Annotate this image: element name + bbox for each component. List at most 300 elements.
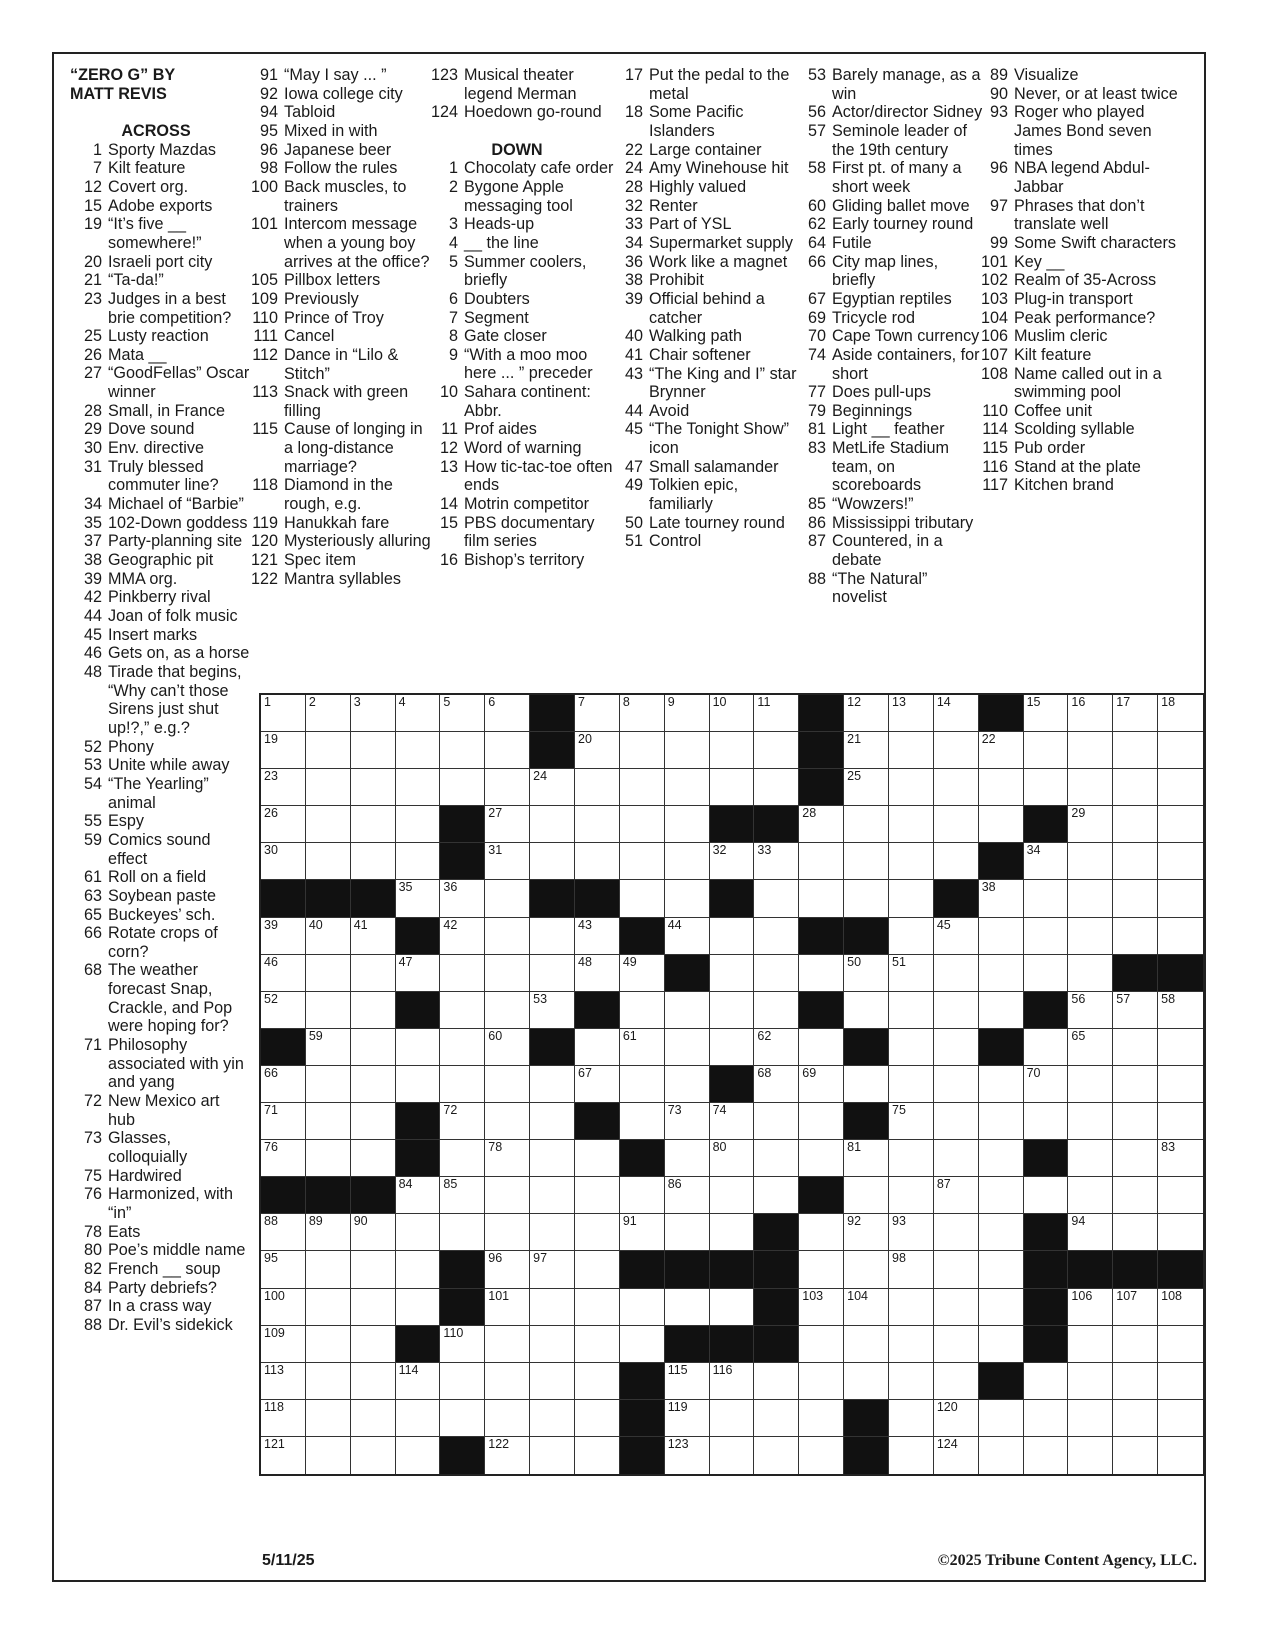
grid-square[interactable] — [934, 1437, 979, 1474]
grid-square[interactable] — [1068, 843, 1113, 880]
grid-square[interactable] — [889, 880, 934, 917]
grid-square[interactable] — [665, 1363, 710, 1400]
across-clue[interactable] — [70, 588, 250, 607]
grid-square[interactable] — [1113, 1140, 1158, 1177]
down-clue[interactable] — [611, 365, 801, 402]
down-clue[interactable] — [611, 197, 801, 216]
down-clue[interactable] — [611, 327, 801, 346]
grid-square[interactable] — [710, 1437, 755, 1474]
grid-square[interactable] — [261, 1289, 306, 1326]
down-clue[interactable] — [976, 66, 1186, 85]
grid-square[interactable] — [889, 1177, 934, 1214]
grid-square[interactable] — [1158, 1214, 1203, 1251]
grid-square[interactable] — [530, 1066, 575, 1103]
grid-square[interactable] — [1068, 1437, 1113, 1474]
down-clue[interactable] — [976, 402, 1186, 421]
grid-square[interactable] — [261, 732, 306, 769]
grid-square[interactable] — [261, 918, 306, 955]
down-clue[interactable] — [976, 346, 1186, 365]
grid-square[interactable] — [665, 1066, 710, 1103]
grid-square[interactable] — [754, 843, 799, 880]
grid-square[interactable] — [396, 1400, 441, 1437]
grid-square[interactable] — [1024, 880, 1069, 917]
grid-square[interactable] — [351, 1066, 396, 1103]
grid-square[interactable] — [485, 918, 530, 955]
grid-square[interactable] — [261, 992, 306, 1029]
across-clue[interactable] — [246, 122, 434, 141]
down-clue[interactable] — [611, 141, 801, 160]
grid-square[interactable] — [261, 1066, 306, 1103]
grid-square[interactable] — [530, 955, 575, 992]
grid-square[interactable] — [620, 1326, 665, 1363]
grid-square[interactable] — [934, 843, 979, 880]
grid-square[interactable] — [754, 1363, 799, 1400]
grid-square[interactable] — [665, 918, 710, 955]
grid-square[interactable] — [754, 918, 799, 955]
grid-square[interactable] — [261, 1363, 306, 1400]
grid-square[interactable] — [1068, 1326, 1113, 1363]
grid-square[interactable] — [485, 1066, 530, 1103]
grid-square[interactable] — [710, 695, 755, 732]
grid-square[interactable] — [485, 769, 530, 806]
across-clue[interactable] — [246, 85, 434, 104]
grid-square[interactable] — [979, 1326, 1024, 1363]
down-clue[interactable] — [976, 476, 1186, 495]
grid-square[interactable] — [1158, 1103, 1203, 1140]
grid-square[interactable] — [530, 1326, 575, 1363]
grid-square[interactable] — [306, 769, 351, 806]
grid-square[interactable] — [620, 843, 665, 880]
grid-square[interactable] — [710, 1029, 755, 1066]
grid-square[interactable] — [1068, 732, 1113, 769]
grid-square[interactable] — [1158, 769, 1203, 806]
across-clue[interactable] — [246, 271, 434, 290]
grid-square[interactable] — [934, 1103, 979, 1140]
down-clue[interactable] — [611, 178, 801, 197]
down-clue[interactable] — [794, 103, 984, 122]
grid-square[interactable] — [1158, 806, 1203, 843]
down-clue[interactable] — [611, 532, 801, 551]
grid-square[interactable] — [485, 1289, 530, 1326]
grid-square[interactable] — [1068, 1029, 1113, 1066]
grid-square[interactable] — [440, 880, 485, 917]
grid-square[interactable] — [440, 1103, 485, 1140]
grid-square[interactable] — [799, 1400, 844, 1437]
grid-square[interactable] — [1158, 732, 1203, 769]
grid-square[interactable] — [485, 1400, 530, 1437]
across-clue[interactable] — [70, 1036, 250, 1092]
grid-square[interactable] — [575, 1400, 620, 1437]
grid-square[interactable] — [1024, 1437, 1069, 1474]
down-clue[interactable] — [976, 439, 1186, 458]
across-clue[interactable] — [246, 551, 434, 570]
grid-square[interactable] — [351, 918, 396, 955]
grid-square[interactable] — [889, 1029, 934, 1066]
grid-square[interactable] — [306, 1326, 351, 1363]
grid-square[interactable] — [620, 695, 665, 732]
grid-square[interactable] — [620, 1177, 665, 1214]
across-clue[interactable] — [70, 1297, 250, 1316]
grid-square[interactable] — [844, 1289, 889, 1326]
down-clue[interactable] — [426, 495, 616, 514]
grid-square[interactable] — [799, 1289, 844, 1326]
grid-square[interactable] — [934, 732, 979, 769]
grid-square[interactable] — [1113, 806, 1158, 843]
grid-square[interactable] — [799, 1214, 844, 1251]
across-clue[interactable] — [70, 346, 250, 365]
grid-square[interactable] — [575, 695, 620, 732]
grid-square[interactable] — [620, 806, 665, 843]
grid-square[interactable] — [351, 806, 396, 843]
grid-square[interactable] — [1158, 1066, 1203, 1103]
down-clue[interactable] — [976, 309, 1186, 328]
grid-square[interactable] — [889, 695, 934, 732]
down-clue[interactable] — [426, 458, 616, 495]
grid-square[interactable] — [306, 1029, 351, 1066]
down-clue[interactable] — [976, 290, 1186, 309]
grid-square[interactable] — [934, 955, 979, 992]
grid-square[interactable] — [1024, 1400, 1069, 1437]
grid-square[interactable] — [261, 843, 306, 880]
grid-square[interactable] — [844, 1251, 889, 1288]
across-clue[interactable] — [70, 1129, 250, 1166]
grid-square[interactable] — [1158, 1400, 1203, 1437]
across-clue[interactable] — [70, 1092, 250, 1129]
grid-square[interactable] — [530, 1103, 575, 1140]
grid-square[interactable] — [844, 1214, 889, 1251]
grid-square[interactable] — [934, 769, 979, 806]
down-clue[interactable] — [426, 346, 616, 383]
grid-square[interactable] — [1113, 769, 1158, 806]
grid-square[interactable] — [351, 1103, 396, 1140]
grid-square[interactable] — [799, 806, 844, 843]
across-clue[interactable] — [246, 476, 434, 513]
across-clue[interactable] — [70, 458, 250, 495]
grid-square[interactable] — [754, 1140, 799, 1177]
down-clue[interactable] — [426, 178, 616, 215]
grid-square[interactable] — [799, 1029, 844, 1066]
grid-square[interactable] — [351, 1400, 396, 1437]
grid-square[interactable] — [710, 1177, 755, 1214]
grid-square[interactable] — [844, 955, 889, 992]
across-clue[interactable] — [70, 1279, 250, 1298]
across-clue[interactable] — [70, 159, 250, 178]
across-clue[interactable] — [70, 141, 250, 160]
grid-square[interactable] — [351, 955, 396, 992]
grid-square[interactable] — [889, 732, 934, 769]
grid-square[interactable] — [979, 1437, 1024, 1474]
grid-square[interactable] — [889, 1289, 934, 1326]
grid-square[interactable] — [396, 1214, 441, 1251]
down-clue[interactable] — [794, 253, 984, 290]
grid-square[interactable] — [1024, 695, 1069, 732]
down-clue[interactable] — [794, 309, 984, 328]
grid-square[interactable] — [979, 1177, 1024, 1214]
grid-square[interactable] — [620, 769, 665, 806]
across-clue[interactable] — [70, 514, 250, 533]
across-clue[interactable] — [70, 271, 250, 290]
grid-square[interactable] — [261, 955, 306, 992]
grid-square[interactable] — [844, 1177, 889, 1214]
grid-square[interactable] — [754, 955, 799, 992]
grid-square[interactable] — [844, 1363, 889, 1400]
grid-square[interactable] — [754, 1029, 799, 1066]
across-clue[interactable] — [246, 290, 434, 309]
grid-square[interactable] — [979, 1251, 1024, 1288]
grid-square[interactable] — [934, 1177, 979, 1214]
across-clue[interactable] — [70, 906, 250, 925]
grid-square[interactable] — [620, 955, 665, 992]
grid-square[interactable] — [844, 843, 889, 880]
grid-square[interactable] — [1024, 955, 1069, 992]
grid-square[interactable] — [889, 769, 934, 806]
down-clue[interactable] — [794, 215, 984, 234]
grid-square[interactable] — [799, 843, 844, 880]
grid-square[interactable] — [1024, 843, 1069, 880]
grid-square[interactable] — [754, 1103, 799, 1140]
grid-square[interactable] — [306, 1363, 351, 1400]
grid-square[interactable] — [1158, 1177, 1203, 1214]
grid-square[interactable] — [396, 1177, 441, 1214]
down-clue[interactable] — [611, 420, 801, 457]
grid-square[interactable] — [306, 1289, 351, 1326]
grid-square[interactable] — [665, 1400, 710, 1437]
grid-square[interactable] — [396, 880, 441, 917]
grid-square[interactable] — [1068, 1289, 1113, 1326]
grid-square[interactable] — [306, 1140, 351, 1177]
grid-square[interactable] — [306, 918, 351, 955]
grid-square[interactable] — [306, 955, 351, 992]
grid-square[interactable] — [1024, 1066, 1069, 1103]
grid-square[interactable] — [979, 880, 1024, 917]
grid-square[interactable] — [351, 1029, 396, 1066]
down-clue[interactable] — [611, 290, 801, 327]
grid-square[interactable] — [530, 806, 575, 843]
grid-square[interactable] — [889, 1326, 934, 1363]
grid-square[interactable] — [844, 1140, 889, 1177]
grid-square[interactable] — [530, 1437, 575, 1474]
across-clue[interactable] — [70, 327, 250, 346]
grid-square[interactable] — [665, 1437, 710, 1474]
grid-square[interactable] — [889, 1066, 934, 1103]
down-clue[interactable] — [976, 85, 1186, 104]
grid-square[interactable] — [1068, 806, 1113, 843]
grid-square[interactable] — [485, 843, 530, 880]
grid-square[interactable] — [934, 695, 979, 732]
down-clue[interactable] — [611, 234, 801, 253]
grid-square[interactable] — [440, 1140, 485, 1177]
grid-square[interactable] — [889, 1140, 934, 1177]
grid-square[interactable] — [440, 1177, 485, 1214]
grid-square[interactable] — [889, 843, 934, 880]
grid-square[interactable] — [530, 843, 575, 880]
down-clue[interactable] — [426, 439, 616, 458]
grid-square[interactable] — [665, 1140, 710, 1177]
grid-square[interactable] — [1068, 880, 1113, 917]
across-clue[interactable] — [70, 738, 250, 757]
across-clue[interactable] — [70, 924, 250, 961]
grid-square[interactable] — [396, 695, 441, 732]
grid-square[interactable] — [306, 992, 351, 1029]
across-clue[interactable] — [70, 663, 250, 738]
grid-square[interactable] — [440, 1066, 485, 1103]
down-clue[interactable] — [611, 514, 801, 533]
across-clue[interactable] — [246, 309, 434, 328]
grid-square[interactable] — [934, 1066, 979, 1103]
grid-square[interactable] — [575, 1140, 620, 1177]
grid-square[interactable] — [396, 955, 441, 992]
grid-square[interactable] — [1068, 1140, 1113, 1177]
grid-square[interactable] — [485, 992, 530, 1029]
grid-square[interactable] — [1158, 1363, 1203, 1400]
grid-square[interactable] — [351, 1251, 396, 1288]
grid-square[interactable] — [1113, 1066, 1158, 1103]
grid-square[interactable] — [530, 769, 575, 806]
grid-square[interactable] — [799, 1251, 844, 1288]
grid-square[interactable] — [351, 1363, 396, 1400]
grid-square[interactable] — [1158, 880, 1203, 917]
grid-square[interactable] — [575, 1214, 620, 1251]
grid-square[interactable] — [575, 1177, 620, 1214]
grid-square[interactable] — [396, 1251, 441, 1288]
grid-square[interactable] — [440, 732, 485, 769]
down-clue[interactable] — [611, 346, 801, 365]
grid-square[interactable] — [351, 1214, 396, 1251]
grid-square[interactable] — [1024, 1103, 1069, 1140]
grid-square[interactable] — [575, 1326, 620, 1363]
grid-square[interactable] — [1113, 695, 1158, 732]
grid-square[interactable] — [979, 1140, 1024, 1177]
crossword-grid[interactable] — [259, 693, 1205, 1476]
grid-square[interactable] — [575, 1251, 620, 1288]
grid-square[interactable] — [485, 1029, 530, 1066]
down-clue[interactable] — [794, 197, 984, 216]
grid-square[interactable] — [889, 1363, 934, 1400]
grid-square[interactable] — [396, 1029, 441, 1066]
grid-square[interactable] — [440, 992, 485, 1029]
grid-square[interactable] — [1158, 918, 1203, 955]
grid-square[interactable] — [261, 1214, 306, 1251]
grid-square[interactable] — [934, 992, 979, 1029]
grid-square[interactable] — [1024, 918, 1069, 955]
down-clue[interactable] — [426, 327, 616, 346]
grid-square[interactable] — [485, 1103, 530, 1140]
grid-square[interactable] — [485, 1251, 530, 1288]
grid-square[interactable] — [575, 1066, 620, 1103]
across-clue[interactable] — [70, 439, 250, 458]
grid-square[interactable] — [261, 1400, 306, 1437]
across-clue[interactable] — [70, 290, 250, 327]
grid-square[interactable] — [575, 918, 620, 955]
grid-square[interactable] — [575, 1029, 620, 1066]
grid-square[interactable] — [1113, 1289, 1158, 1326]
across-clue[interactable] — [70, 831, 250, 868]
grid-square[interactable] — [1158, 1140, 1203, 1177]
grid-square[interactable] — [351, 769, 396, 806]
across-clue[interactable] — [70, 887, 250, 906]
grid-square[interactable] — [710, 992, 755, 1029]
grid-square[interactable] — [396, 1363, 441, 1400]
grid-square[interactable] — [485, 732, 530, 769]
grid-square[interactable] — [396, 843, 441, 880]
grid-square[interactable] — [844, 769, 889, 806]
down-clue[interactable] — [794, 159, 984, 196]
down-clue[interactable] — [794, 495, 984, 514]
down-clue[interactable] — [426, 215, 616, 234]
grid-square[interactable] — [710, 1214, 755, 1251]
grid-square[interactable] — [754, 769, 799, 806]
down-clue[interactable] — [794, 66, 984, 103]
grid-square[interactable] — [440, 1029, 485, 1066]
grid-square[interactable] — [710, 843, 755, 880]
across-clue[interactable] — [70, 178, 250, 197]
grid-square[interactable] — [979, 1400, 1024, 1437]
grid-square[interactable] — [306, 806, 351, 843]
grid-square[interactable] — [710, 1103, 755, 1140]
grid-square[interactable] — [620, 992, 665, 1029]
grid-square[interactable] — [799, 1066, 844, 1103]
grid-square[interactable] — [1024, 769, 1069, 806]
grid-square[interactable] — [710, 1363, 755, 1400]
across-clue[interactable] — [70, 364, 250, 401]
grid-square[interactable] — [934, 1140, 979, 1177]
across-clue[interactable] — [70, 215, 250, 252]
down-clue[interactable] — [794, 420, 984, 439]
grid-square[interactable] — [485, 1177, 530, 1214]
grid-square[interactable] — [485, 955, 530, 992]
grid-square[interactable] — [1024, 1177, 1069, 1214]
across-clue[interactable] — [426, 66, 616, 103]
down-clue[interactable] — [426, 159, 616, 178]
grid-square[interactable] — [710, 918, 755, 955]
grid-square[interactable] — [485, 1363, 530, 1400]
grid-square[interactable] — [934, 1289, 979, 1326]
grid-square[interactable] — [754, 1400, 799, 1437]
across-clue[interactable] — [70, 961, 250, 1036]
grid-square[interactable] — [1068, 1177, 1113, 1214]
grid-square[interactable] — [754, 880, 799, 917]
grid-square[interactable] — [889, 992, 934, 1029]
down-clue[interactable] — [426, 253, 616, 290]
down-clue[interactable] — [976, 159, 1186, 196]
grid-square[interactable] — [261, 1326, 306, 1363]
grid-square[interactable] — [530, 918, 575, 955]
across-clue[interactable] — [70, 626, 250, 645]
grid-square[interactable] — [306, 1251, 351, 1288]
across-clue[interactable] — [246, 420, 434, 476]
grid-square[interactable] — [1158, 1289, 1203, 1326]
grid-square[interactable] — [575, 1437, 620, 1474]
across-clue[interactable] — [70, 420, 250, 439]
across-clue[interactable] — [70, 756, 250, 775]
grid-square[interactable] — [620, 732, 665, 769]
grid-square[interactable] — [485, 1140, 530, 1177]
grid-square[interactable] — [485, 1437, 530, 1474]
down-clue[interactable] — [611, 402, 801, 421]
grid-square[interactable] — [396, 769, 441, 806]
grid-square[interactable] — [620, 1289, 665, 1326]
grid-square[interactable] — [261, 769, 306, 806]
grid-square[interactable] — [799, 1103, 844, 1140]
grid-square[interactable] — [1068, 695, 1113, 732]
grid-square[interactable] — [1024, 1363, 1069, 1400]
grid-square[interactable] — [1024, 732, 1069, 769]
grid-square[interactable] — [889, 918, 934, 955]
grid-square[interactable] — [575, 732, 620, 769]
grid-square[interactable] — [440, 955, 485, 992]
grid-square[interactable] — [710, 1140, 755, 1177]
down-clue[interactable] — [976, 458, 1186, 477]
